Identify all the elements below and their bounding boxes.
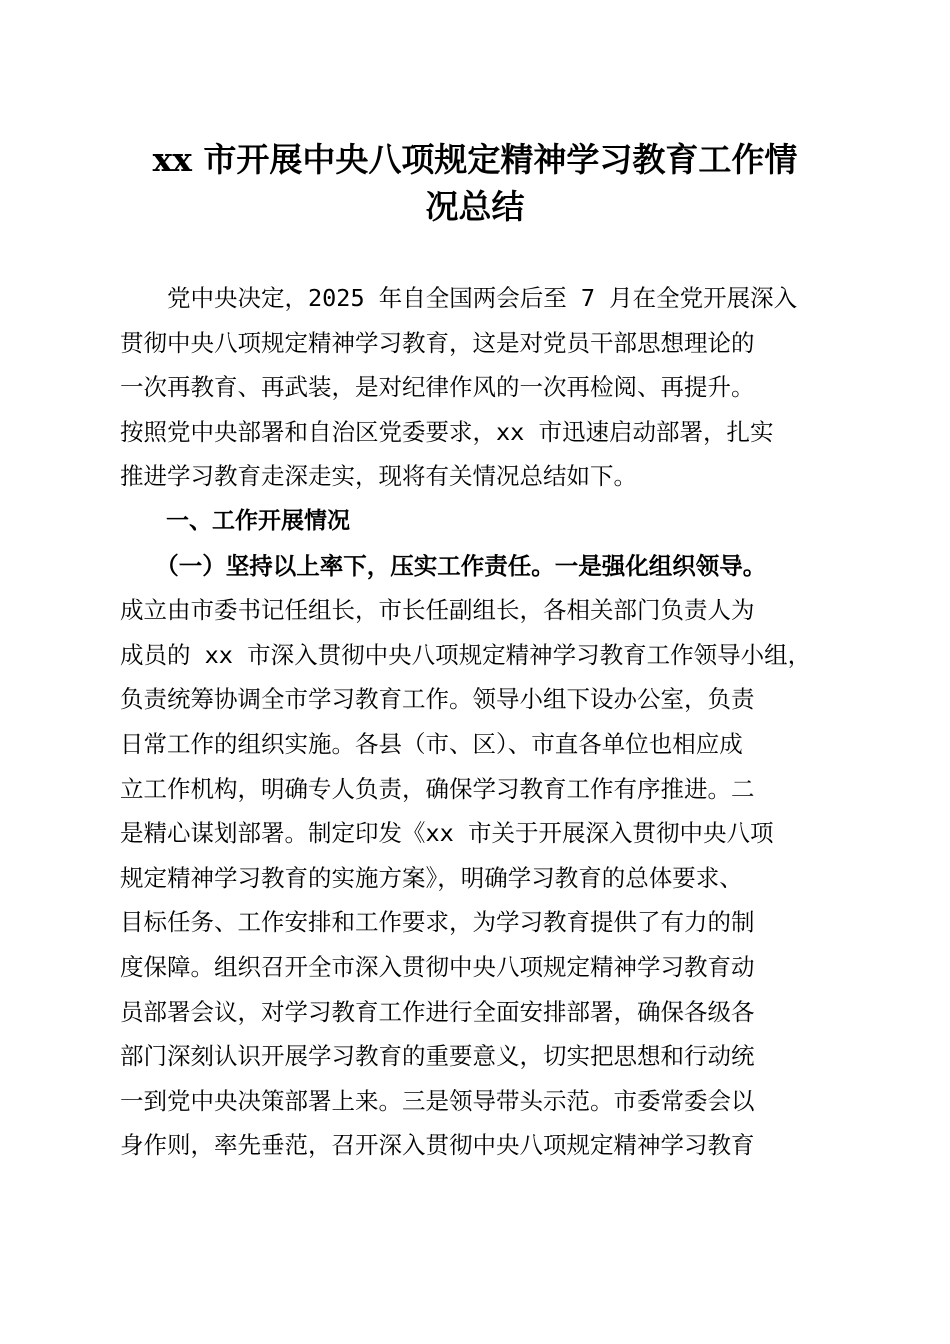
paragraph-line: 一次再教育、再武装，是对纪律作风的一次再检阅、再提升。 (120, 373, 755, 402)
paragraph-line: 规定精神学习教育的实施方案》，明确学习教育的总体要求、 (120, 863, 743, 892)
paragraph-line: 推进学习教育走深走实，现将有关情况总结如下。 (120, 462, 637, 491)
subsection-heading-line: （一）坚持以上率下，压实工作责任。一是强化组织领导。 (120, 551, 767, 580)
paragraph-line: 是精心谋划部署。制定印发《xx 市关于开展深入贯彻中央八项 (120, 819, 774, 848)
document-body (120, 276, 840, 1168)
title-line-2: 况总结 (425, 187, 525, 226)
title-line-1: xx 市开展中央八项规定精神学习教育工作情 (152, 140, 798, 179)
paragraph-line: 身作则，率先垂范，召开深入贯彻中央八项规定精神学习教育 (120, 1131, 755, 1160)
paragraph-line: 按照党中央部署和自治区党委要求，xx 市迅速启动部署，扎实 (120, 417, 774, 446)
paragraph-line: 成员的 xx 市深入贯彻中央八项规定精神学习教育工作领导小组， (120, 640, 812, 669)
paragraph-line: 成立由市委书记任组长，市长任副组长，各相关部门负责人为 (120, 596, 755, 625)
paragraph-line: 部门深刻认识开展学习教育的重要意义，切实把思想和行动统 (120, 1042, 755, 1071)
paragraph-line: 一到党中央决策部署上来。三是领导带头示范。市委常委会以 (120, 1086, 755, 1115)
section-heading: 一、工作开展情况 (120, 507, 350, 534)
paragraph-line: 负责统筹协调全市学习教育工作。领导小组下设办公室，负责 (120, 685, 755, 714)
paragraph-line: 立工作机构，明确专人负责，确保学习教育工作有序推进。二 (120, 774, 755, 803)
paragraph-line: 贯彻中央八项规定精神学习教育，这是对党员干部思想理论的 (120, 328, 755, 357)
paragraph-line: 目标任务、工作安排和工作要求，为学习教育提供了有力的制 (120, 908, 755, 937)
paragraph-line: 度保障。组织召开全市深入贯彻中央八项规定精神学习教育动 (120, 952, 755, 981)
document-title (100, 136, 850, 230)
paragraph-line: 日常工作的组织实施。各县（市、区）、市直各单位也相应成 (120, 729, 743, 758)
paragraph-line: 党中央决定，2025 年自全国两会后至 7 月在全党开展深入 (120, 284, 798, 312)
paragraph-line: 员部署会议，对学习教育工作进行全面安排部署，确保各级各 (120, 997, 755, 1026)
